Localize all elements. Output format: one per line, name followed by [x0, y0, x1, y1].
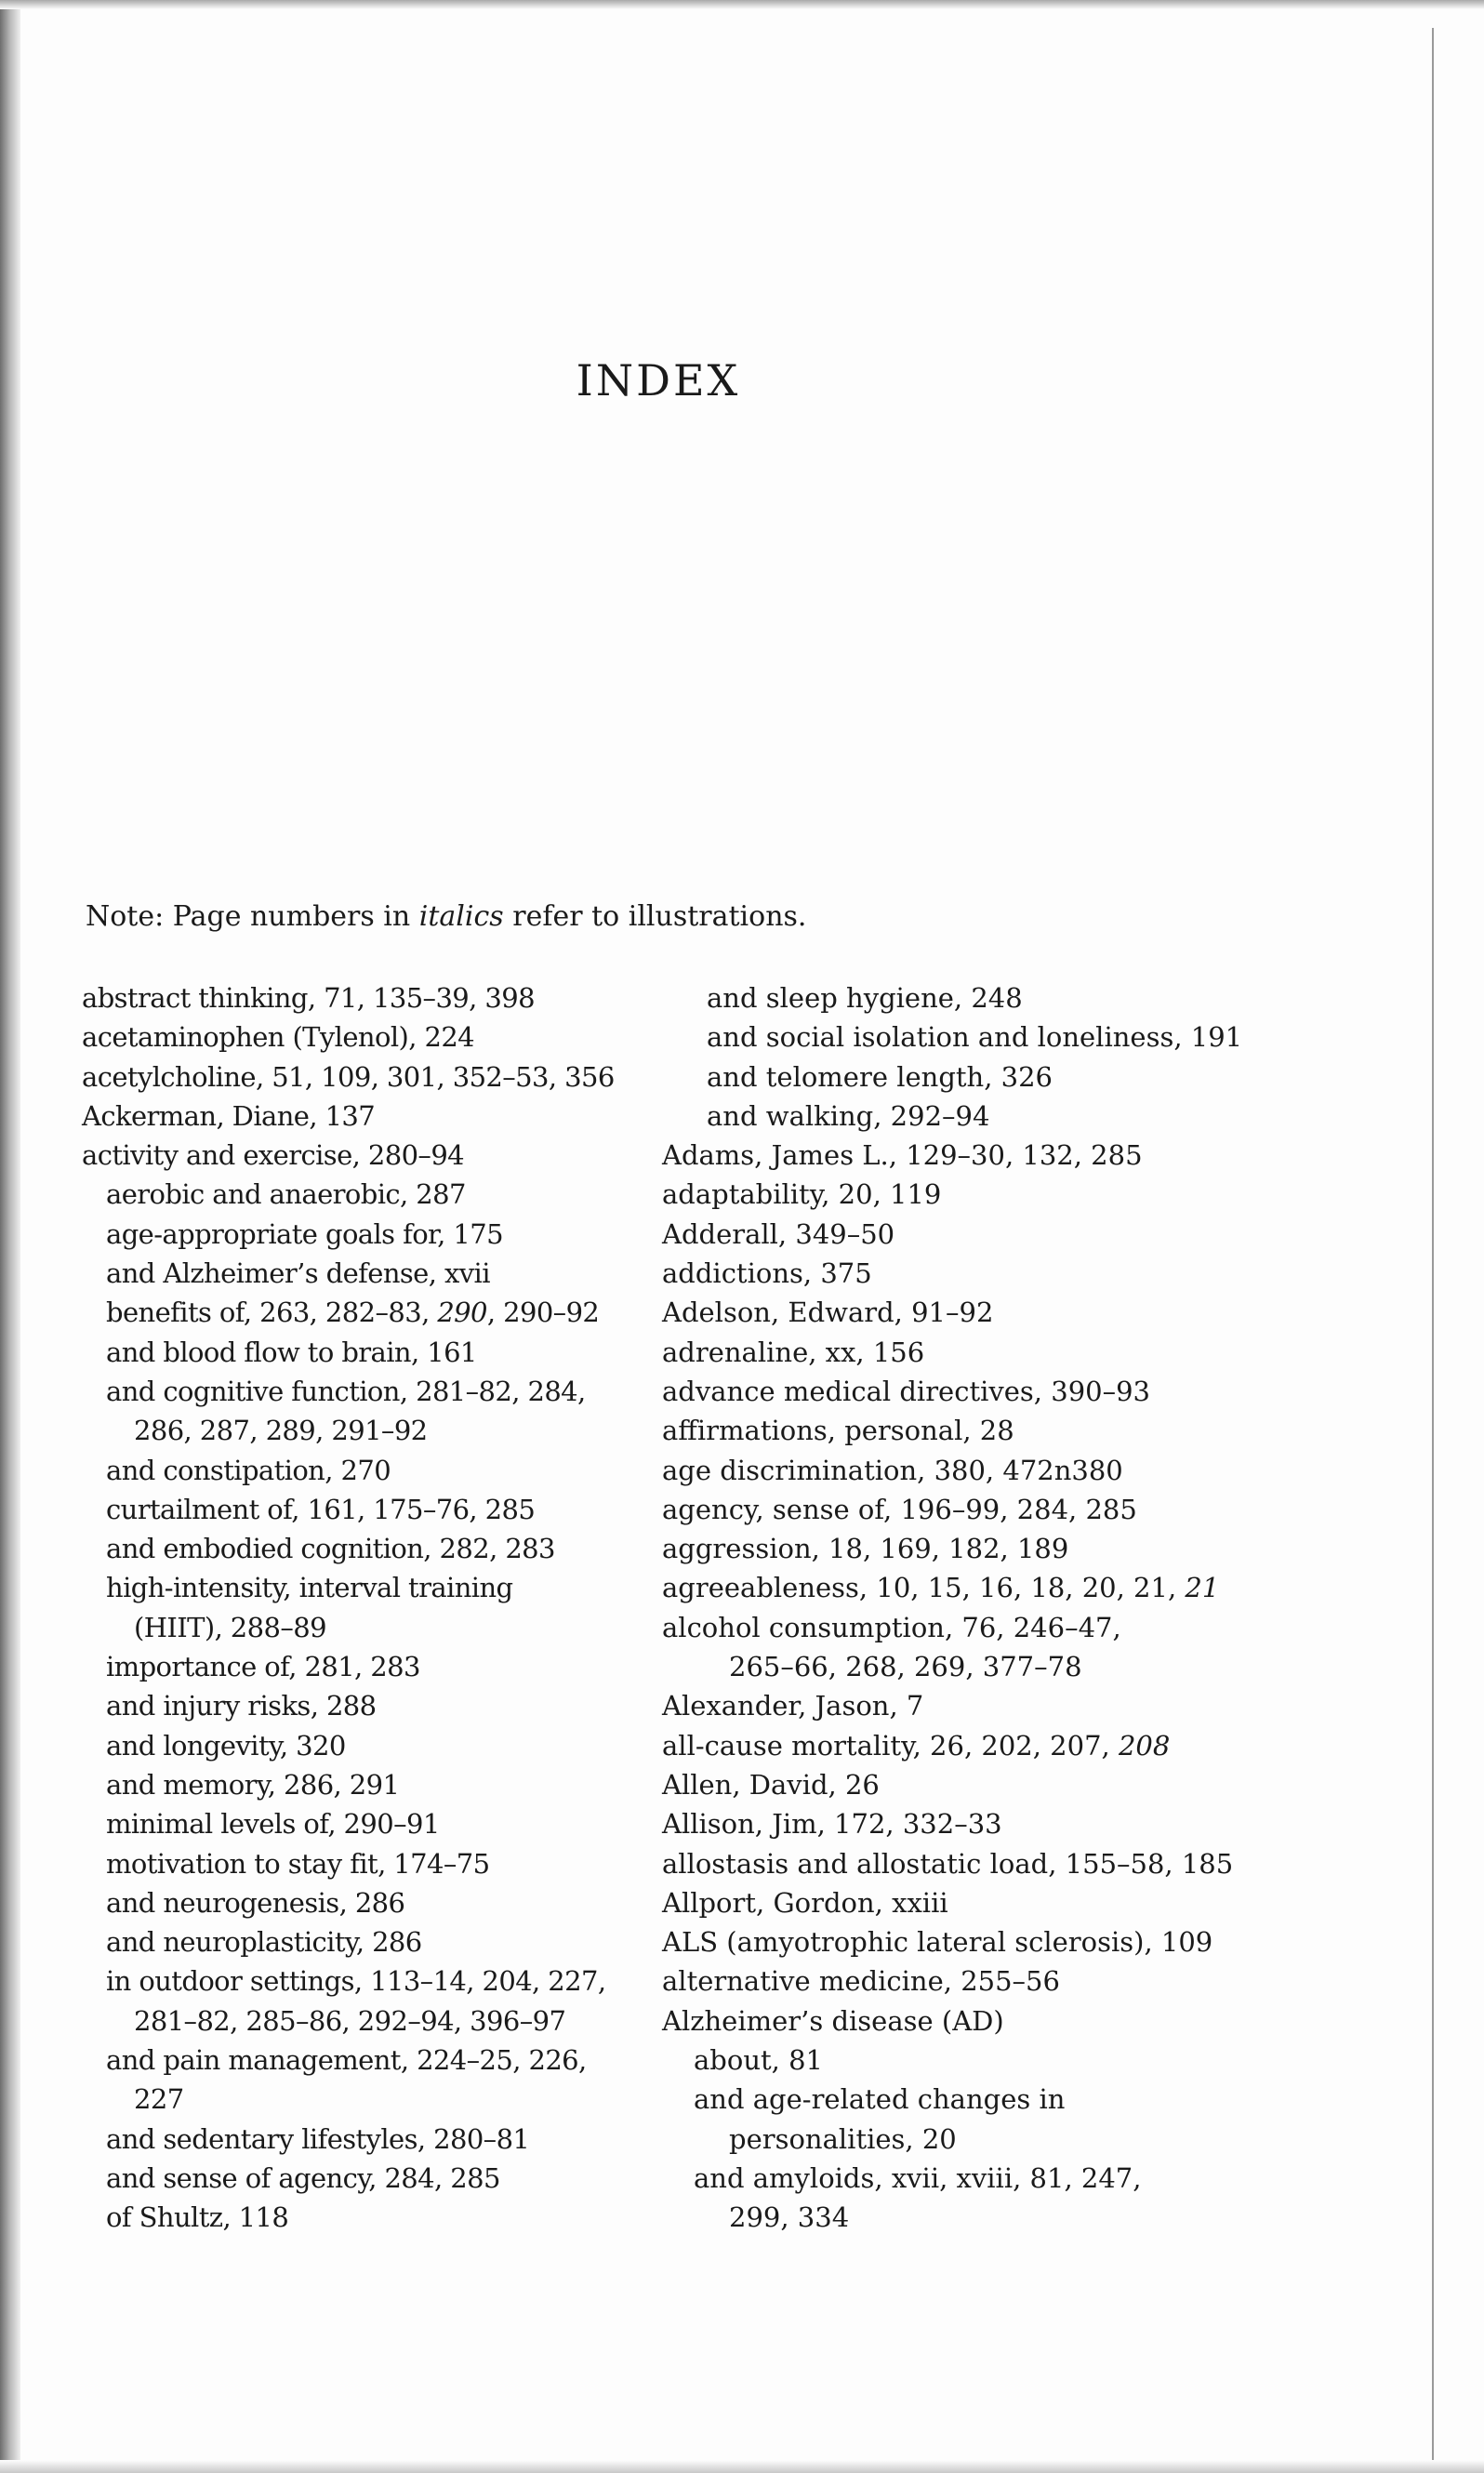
index-entry — [662, 1372, 1332, 1411]
index-entry — [662, 1568, 1332, 1607]
index-subentry — [662, 978, 1332, 1017]
index-subentry — [82, 1765, 640, 1804]
entry-text: acetylcholine, 51, 109, 301, 352–53, 356 — [82, 1060, 615, 1093]
index-entry — [82, 978, 640, 1017]
index-subentry — [662, 2080, 1332, 2119]
index-entry — [662, 1136, 1332, 1175]
index-entry — [662, 2001, 1332, 2041]
page-title: INDEX — [576, 355, 741, 406]
index-entry — [662, 1529, 1332, 1568]
index-entry — [662, 1333, 1332, 1372]
entry-text: and longevity, 320 — [106, 1729, 346, 1762]
index-subentry — [82, 1333, 640, 1372]
page-edge-top — [0, 0, 1484, 9]
entry-text: Adams, James L., 129–30, 132, 285 — [662, 1139, 1143, 1172]
entry-text: 286, 287, 289, 291–92 — [134, 1415, 428, 1447]
entry-text: in outdoor settings, 113–14, 204, 227, — [106, 1965, 606, 1998]
index-subentry — [82, 1804, 640, 1843]
entry-text: all-cause mortality, 26, 202, 207, — [662, 1729, 1119, 1762]
entry-text: Allen, David, 26 — [662, 1768, 880, 1801]
entry-text: Allport, Gordon, xxiii — [662, 1886, 948, 1919]
index-subentry — [662, 2159, 1332, 2198]
index-entry — [82, 1136, 640, 1175]
entry-text: minimal levels of, 290–91 — [106, 1808, 440, 1841]
index-subentry — [82, 1883, 640, 1922]
entry-text: alcohol consumption, 76, 246–47, — [662, 1611, 1121, 1643]
illustration-page-ref: 21 — [1185, 1572, 1220, 1604]
entry-text: abstract thinking, 71, 135–39, 398 — [82, 982, 535, 1014]
index-subentry — [82, 1175, 640, 1214]
entry-text: age-appropriate goals for, 175 — [106, 1217, 503, 1250]
entry-text: and Alzheimer’s defense, xvii — [106, 1257, 490, 1290]
entry-text: Adderall, 349–50 — [662, 1217, 895, 1250]
entry-text: Ackerman, Diane, 137 — [82, 1099, 376, 1132]
entry-text: and sense of agency, 284, 285 — [106, 2161, 500, 2194]
entry-text: and telomere length, 326 — [707, 1060, 1053, 1093]
index-entry — [662, 1293, 1332, 1332]
entry-text: Adelson, Edward, 91–92 — [662, 1296, 994, 1329]
entry-text: and sedentary lifestyles, 280–81 — [106, 2122, 530, 2155]
entry-text: importance of, 281, 283 — [106, 1651, 420, 1683]
index-subentry — [82, 1254, 640, 1293]
entry-text: acetaminophen (Tylenol), 224 — [82, 1021, 475, 1054]
entry-text: and blood flow to brain, 161 — [106, 1336, 477, 1368]
page-edge-bottom — [0, 2460, 1484, 2473]
index-entry-continuation — [82, 2080, 640, 2119]
index-entry-continuation — [82, 1411, 640, 1450]
index-subentry — [82, 1451, 640, 1490]
index-subentry — [82, 1490, 640, 1529]
entry-text: Alzheimer’s disease (AD) — [662, 2004, 1004, 2037]
entry-text: and neuroplasticity, 286 — [106, 1926, 422, 1959]
entry-text: (HIIT), 288–89 — [134, 1611, 326, 1643]
note-prefix: Note: Page numbers in — [86, 900, 419, 933]
entry-text: and memory, 286, 291 — [106, 1768, 400, 1801]
entry-text: 227 — [134, 2083, 184, 2116]
entry-text: adaptability, 20, 119 — [662, 1178, 942, 1211]
index-subentry — [82, 1961, 640, 2001]
index-entry — [82, 1017, 640, 1057]
index-subentry — [82, 1922, 640, 1961]
entry-text: aggression, 18, 169, 182, 189 — [662, 1533, 1069, 1565]
index-entry — [662, 1175, 1332, 1214]
entry-text: , 290–92 — [486, 1296, 600, 1329]
index-entry — [662, 1804, 1332, 1843]
index-entry — [662, 1254, 1332, 1293]
index-entry-continuation — [82, 1608, 640, 1647]
page-edge-right — [1432, 28, 1434, 2473]
entry-text: 265–66, 268, 269, 377–78 — [729, 1651, 1082, 1683]
index-entry — [662, 1490, 1332, 1529]
index-subentry — [82, 1215, 640, 1254]
index-subentry — [82, 1647, 640, 1686]
index-entry — [662, 1765, 1332, 1804]
index-subentry — [82, 2120, 640, 2159]
index-column-left — [82, 978, 640, 2238]
index-entry — [662, 1411, 1332, 1450]
entry-text: and neurogenesis, 286 — [106, 1886, 405, 1919]
index-subentry — [82, 1372, 640, 1411]
index-entry — [662, 1844, 1332, 1883]
index-subentry — [82, 1726, 640, 1765]
entry-text: advance medical directives, 390–93 — [662, 1375, 1151, 1407]
entry-text: about, 81 — [694, 2044, 823, 2077]
entry-text: agency, sense of, 196–99, 284, 285 — [662, 1493, 1137, 1525]
note-suffix: refer to illustrations. — [503, 900, 807, 933]
entry-text: aerobic and anaerobic, 287 — [106, 1178, 466, 1211]
index-subentry — [82, 1293, 640, 1332]
index-entry-continuation — [662, 1647, 1332, 1686]
index-entry-continuation — [662, 2198, 1332, 2237]
index-subentry — [662, 1097, 1332, 1136]
entry-text: affirmations, personal, 28 — [662, 1415, 1014, 1447]
entry-text: activity and exercise, 280–94 — [82, 1139, 465, 1172]
index-entry — [662, 1608, 1332, 1647]
entry-text: and injury risks, 288 — [106, 1690, 377, 1722]
entry-text: 281–82, 285–86, 292–94, 396–97 — [134, 2004, 566, 2037]
entry-text: Allison, Jim, 172, 332–33 — [662, 1808, 1002, 1841]
index-entry-continuation — [82, 2001, 640, 2041]
entry-text: of Shultz, 118 — [106, 2201, 289, 2234]
entry-text: benefits of, 263, 282–83, — [106, 1296, 438, 1329]
index-subentry — [82, 1844, 640, 1883]
index-subentry — [82, 2198, 640, 2237]
entry-text: alternative medicine, 255–56 — [662, 1965, 1060, 1998]
index-column-right — [662, 978, 1332, 2238]
entry-text: adrenaline, xx, 156 — [662, 1336, 925, 1368]
entry-text: curtailment of, 161, 175–76, 285 — [106, 1493, 536, 1525]
entry-text: and social isolation and loneliness, 191 — [707, 1021, 1243, 1054]
illustration-page-ref: 208 — [1118, 1729, 1171, 1762]
index-subentry — [662, 1057, 1332, 1097]
index-subentry — [82, 2041, 640, 2080]
index-entry — [662, 1922, 1332, 1961]
entry-text: personalities, 20 — [729, 2122, 957, 2155]
index-note — [86, 900, 806, 933]
entry-text: and walking, 292–94 — [707, 1099, 990, 1132]
entry-text: high-intensity, interval training — [106, 1572, 513, 1604]
index-entry — [662, 1883, 1332, 1922]
index-subentry — [662, 1017, 1332, 1057]
index-entry — [662, 1961, 1332, 2001]
entry-text: agreeableness, 10, 15, 16, 18, 20, 21, — [662, 1572, 1186, 1604]
entry-text: motivation to stay fit, 174–75 — [106, 1847, 490, 1880]
entry-text: and cognitive function, 281–82, 284, — [106, 1375, 586, 1407]
entry-text: allostasis and allostatic load, 155–58, 185 — [662, 1847, 1234, 1880]
index-subentry — [82, 1568, 640, 1607]
entry-text: 299, 334 — [729, 2201, 850, 2234]
entry-text: and pain management, 224–25, 226, — [106, 2044, 587, 2077]
index-entry — [662, 1215, 1332, 1254]
entry-text: and age-related changes in — [694, 2083, 1066, 2116]
entry-text: ALS (amyotrophic lateral sclerosis), 109 — [662, 1926, 1213, 1959]
entry-text: addictions, 375 — [662, 1257, 872, 1290]
index-subentry — [662, 2041, 1332, 2080]
index-entry — [662, 1726, 1332, 1765]
entry-text: Alexander, Jason, 7 — [662, 1690, 924, 1722]
entry-text: and embodied cognition, 282, 283 — [106, 1533, 555, 1565]
entry-text: and constipation, 270 — [106, 1454, 391, 1486]
entry-text: and sleep hygiene, 248 — [707, 982, 1023, 1014]
entry-text: age discrimination, 380, 472n380 — [662, 1454, 1123, 1486]
index-subentry — [82, 1529, 640, 1568]
index-entry-continuation — [662, 2120, 1332, 2159]
index-entry — [662, 1451, 1332, 1490]
index-subentry — [82, 1686, 640, 1725]
entry-text: and amyloids, xvii, xviii, 81, 247, — [694, 2161, 1142, 2194]
index-entry — [82, 1057, 640, 1097]
note-italic: italics — [418, 900, 504, 933]
index-entry — [662, 1686, 1332, 1725]
index-entry — [82, 1097, 640, 1136]
index-subentry — [82, 2159, 640, 2198]
illustration-page-ref: 290 — [437, 1296, 487, 1329]
